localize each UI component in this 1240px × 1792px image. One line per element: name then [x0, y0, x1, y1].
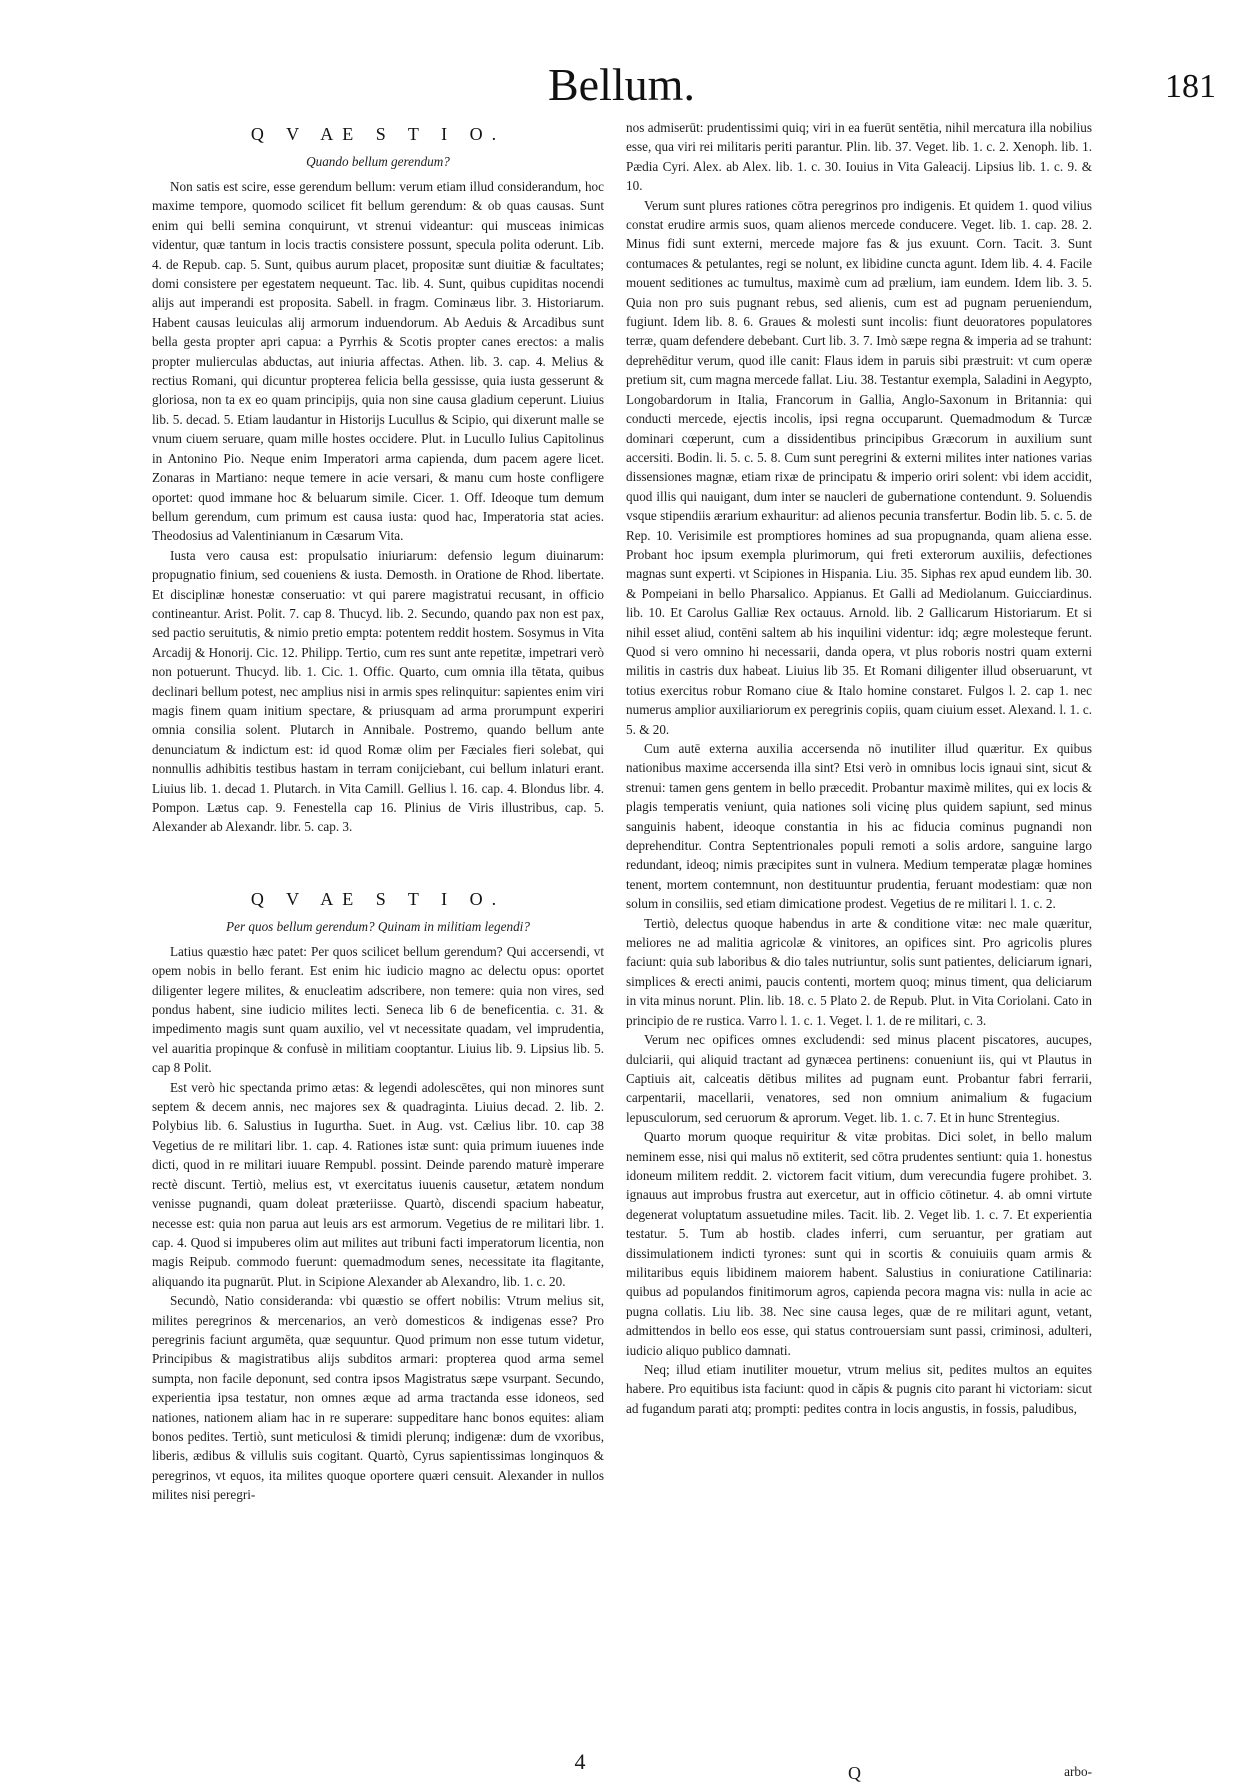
catchword-initial-wrap	[848, 1762, 1008, 1786]
catchword-initial: Q	[848, 1763, 861, 1783]
page-number: 181	[1165, 68, 1216, 105]
question-heading: Q V AE S T I O.	[250, 124, 506, 144]
running-head: Bellum.	[548, 59, 695, 110]
paragraph: nos admiserūt: prudentissimi quiq; viri in ea fuerūt sentētia, nihil mercatura illa nobilius esse, qua viri rei militaris periti parantur. Plin. lib. 37. Veget. lib. 1. c. 2. Xenoph. lib. 1. Pædia Cyri. Alex. ab Alex. lib. 1. c. 30. Iouius in Vita Galeacij. Lipsius lib. 1. c. 9. & 10.	[626, 120, 1092, 194]
paragraph: Est verò hic spectanda primo ætas: & legendi adolescētes, qui non minores sunt septem & decem annis, nec majores sex & quadraginta. Liuius decad. 2. lib. 2. Polybius lib. 6. Salustius in Iugurtha. Suet. in Aug. vst. Cælius libr. 10. cap 38 Vegetius de re militari libr. 1. cap. 4. Rationes istæ sunt: quia primum iuuenes inde dicti, quod in re militari iuuare Rempubl. possint. Deinde parendo maturè imperare rectè discunt. Tertiò, melius est, vt exercitatus iuuenis causetur, ætatem nondum venisse pugnandi, quam doleat præteriisse. Quartò, discendi spacium habeatur, necesse est: quia non parua aut leuis ars est armorum. Vegetius de re militari libr. 1. cap. 4. Quod si impuberes olim aut milites aut tribuni facti imperatorum licentia, non magis Reipub. commodo fuerunt: quemadmodum senes, necessitate ita flagitante, aliquando ita pugnarūt. Plut. in Scipione Alexander ab Alexandro, lib. 1. c. 20.	[152, 1079, 604, 1289]
signature-mark: 4	[574, 1749, 586, 1774]
section-spacer	[152, 837, 604, 883]
question-subheading: Quando bellum gerendum?	[306, 154, 450, 169]
right-column	[626, 118, 1092, 1638]
left-column	[152, 118, 604, 1638]
paragraph: Tertiò, delectus quoque habendus in arte & conditione vitæ: nec male quæritur, meliores ne ad malitia agricolæ & vinitores, an opifices sint. Pro agricolis plures faciunt: quia sub laboribus & dio tales nutriuntur, solis sunt patientes, deliciarum ignari, simplices & erecti animi, paucis contenti, mortem quoq; minus timent, qua deliciarum in vita minus norunt. Plin. lib. 18. c. 5 Plato 2. de Repub. Plut. in Vita Coriolani. Cato in principio de re rustica. Varro l. 1. c. 1. Veget. l. 1. de re militari, c. 3.	[626, 915, 1092, 1028]
paragraph: Verum nec opifices omnes excludendi: sed minus placent piscatores, aucupes, dulciarii, qui aliquid tractant ad gynæcea pertinens: conueniunt iis, qui vt Plautus in Captiuis ait, calceatis dētibus milites ad pugnam eunt. Probantur fabri ferrarii, carpentarii, macellarii, venatores, sed non omnium animalium & fugacium lepusculorum, sed ceruorum & aprorum. Veget. lib. 1. c. 7. Et in hunc Strentegius.	[626, 1032, 1092, 1125]
paragraph: Cum autē externa auxilia accersenda nō inutiliter illud quæritur. Ex quibus nationibus maxime accersenda illa sint? Etsi verò in omnibus locis ignaui sint, sicut & strenui: tamen gens gentem in bello præcedit. Probantur maximè milites, qui ex locis & plagis temperatis veniunt, quia nationes soli vicinę plus quidem sapiunt, sed minus sanguinis habent, ideoque constantia in his ac fiducia cominus pugnandi non deprehenditur. Contra Septentrionales populi remoti a solis ardore, sanguine largo redundant, ideoq; nimis præcipites sunt in vulnera. Medium temperatæ plagæ homines tenent, mortem contemnunt, non destituuntur prudentia, feruant modestiam: quæ non solum in consiliis, sed etiam dimicatione prodest. Vegetius de re militari l. 1. c. 2.	[626, 741, 1092, 912]
paragraph: Latius quæstio hæc patet: Per quos scilicet bellum gerendum? Qui accersendi, vt opem nobis in bello ferant. Est enim hic iudicio magno ac delectu opus: oportet diligenter legere milites, & enucleatim adscribere, non temere: quia non vires, sed pondus habent, sine iudicio milites lecti. Seneca lib 6 de beneficentia. c. 31. & impedimento magis sunt quam auxilio, vel vt necessitate quadam, vel imprudentia, vel auaritia propinque & confusè in militiam cooptantur. Liuius lib. 9. Lipsius lib. 5. cap 8 Polit.	[152, 943, 604, 1076]
paragraph: Neq; illud etiam inutiliter mouetur, vtrum melius sit, pedites multos an equites habere. Pro equitibus ista faciunt: quod in căpis & pugnis cito parant hi victoriam: sicut ad fugandum parati atq; prompti: pedites contra in locis angustis, in fossis, paludibus,	[626, 1362, 1092, 1416]
paragraph: Quarto morum quoque requiritur & vitæ probitas. Dici solet, in bello malum neminem esse, nisi qui malus nō extiterit, sed cōtra prudentes sentiunt: quia 1. honestus idoneum militem reddit. 2. victorem facit vitium, dum verecundia fugere prohibet. 3. ignauus aut improbus frustra aut exercetur, aut in officio cōtinetur. 4. ab omni virtute degenerat voluptatum assuetudine miles. Tacit. lib. 2. Veget lib. 1. c. 7. Et experientia testatur. 5. Tum ab hostib. clades inferri, cum seruantur, per gratiam aut dissimulationem indicti tyrones: sunt qui in scortis & conuiuiis quam armis & militaribus equis libidinem maiorem habent. Salustius in coniuratione Catilinaria: quibus ad populandos finitimorum agros, capienda pecora magna vis: nulla in acie ac pugna collatis. Liu lib. 38. Nec sine causa leges, quæ de re militari agunt, vetant, admittendos in bello eos esse, qui status controuersiam sunt passi, criminosi, adulteri, iudicio aliquo publico damnati.	[626, 1129, 1092, 1358]
catchword: arbo-	[1064, 1764, 1092, 1779]
paragraph: Iusta vero causa est: propulsatio iniuriarum: defensio legum diuinarum: propugnatio finium, sed coueniens & iusta. Demosth. in Oratione de Rhod. libertate. Et disciplinæ honestæ conseruatio: vt qui parere magistratui recusant, in officio contineantur. Arist. Polit. 7. cap 8. Thucyd. lib. 2. Secundo, quando pax non est pax, sed pactio seruitutis, & nimio pretio empta: potentem reddit hostem. Sosymus in Vita Arcadij & Honorij. Cic. 12. Philipp. Tertio, cum res sunt ante repetitæ, impetrari verò non potuerunt. Thucyd. lib. 1. Cic. 1. Offic. Quarto, cum omnia illa tētata, quibus declinari bellum potest, nec amplius nisi in armis spes relinquitur: sapientes enim viri magis finem quam initium spectare, & priusquam ad arma prorumpunt experiri omnia consilia solent. Plutarch in Annibale. Postremo, quando bellum ante denunciatum & indictum est: id quod Romæ olim per Fæciales fieri solebat, qui nonnullis adhibitis testibus hastam in terram conijciebant, cui bellum inlaturi erant. Liuius lib. 1. decad 1. Plutarch. in Vita Camill. Gellius l. 16. cap. 4. Blondus libr. 4. Pompon. Lætus cap. 9. Fenestella cap 16. Plinius de Viris illustribus, cap. 5. Alexander ab Alexandr. libr. 5. cap. 3.	[152, 547, 604, 835]
paragraph: Secundò, Natio consideranda: vbi quæstio se offert nobilis: Vtrum melius sit, milites peregrinos & mercenarios, an verò domesticos & indigenas esse? Pro peregrinis faciunt argumēta, quæ sequuntur. Quod primum non esse tutum videtur, Principibus & magistratibus alijs subditos armari: propterea quod arma semel sumpta, non facile deponunt, sed contra ipsos Magistratus sæpe vsurpant. Secundo, experientia ipsa testatur, non omnes æque ad arma tractanda esse idoneos, sed nationes, nationem aliam hac in re superare: suppeditare hanc bonos equites: aliam bonos pedites. Tertiò, sunt meticulosi & timidi plerunq; indigenæ: dum de vxoribus, liberis, ædibus & villulis suis cogitant. Quartò, Cyrus sapientissimas longinquos & peregrinos, vt equos, ita milites quoque oportere quæri censuit. Alexander in nullos milites nisi peregri-	[152, 1293, 604, 1503]
question-subheading: Per quos bellum gerendum? Quinam in militiam legendi?	[226, 918, 530, 934]
question-heading: Q V AE S T I O.	[250, 888, 506, 909]
paragraph: Verum sunt plures rationes cōtra peregrinos pro indigenis. Et quidem 1. quod vilius constat erudire armis suos, quam alienos mercede conducere. Veget. lib. 1. cap. 28. 2. Minus fidi sunt externi, mercede majore fas & jus exuunt. Corn. Tacit. 3. Sunt contumaces & petulantes, regi se nolunt, ex libidine cuncta agunt. Idem lib. 4. 4. Facile mouent seditiones ac tumultus, maximè cum ad prælium, iam eundem. Idem lib. 3. 5. Quia non pro suis pugnant rebus, sed alienis, cum est ad pugnam perueniendum, fugiunt. Idem lib. 8. 6. Graues & molesti sunt incolis: fiunt deuoratores populatores terræ, quam defendere debebant. Curt lib. 3. 7. Imò sæpe regna & imperia ad se trahunt: deprehēditur verum, quod ille canit: Flaus idem in paruis sibi præstruit: vt cum operæ pretium sit, cum magna mercede fallat. Liu. 38. Testantur exempla, Saladini in Aegypto, Longobardorum in Italia, Francorum in Gallia, Anglo-Saxonum in Britannia: qui conducti mercede, ejectis incolis, ipsi regna occuparunt. Quemadmodum & Turcæ dominari cœperunt, cum a dissidentibus principibus Græcorum in auxilium sunt accersiti. Bodin. li. 5. c. 5. 8. Cum sunt peregrini & externi milites inter nationes varias dissensiones magnæ, etiam rixæ de principatu & imperio oriri solent: vbi idem accidit, quod illis qui nauigant, dum inter se naucleri de gubernatione contendunt. 9. Soluendis vsque stipendiis ærarium exhauritur: ad alienos pecunia transfertur. Bodin lib. 5. c. 5. de Rep. 10. Verisimile est promptiores homines ad sua propugnanda, quam aliena esse. Probant hoc ipsum exempla plurimorum, qui freti exterorum auxiliis, defectiones magnas sunt experti. vt Scipiones in Hispania. Liu. 35. Siphas rex apud eundem lib. 30. & Pompeiani in bello Pharsalico. Appianus. Et Galli ad Mediolanum. Guicciardinus. lib. 10. Et Carolus Galliæ Rex octauus. Arnold. lib. 2 Gallicarum Historiarum. Et si nihil esset aliud, contēni saltem ab his inquilini videntur: idq; ægre molesteque ferunt. Quod si vero omnino hi necessarii, danda opera, vt plus roboris nostri quam externi militis in castris dux habeat. Liuius lib 35. Et Romani diligenter illud obseruarunt, vt totius exercitus robur Romano ciue & Italo homine constaret. Fulgos l. 2. cap 1. nec numerus amplior auxiliariorum ex peregrinis copiis, quam ciuium esset. Alexand. l. 1. c. 5. & 20.	[626, 197, 1092, 737]
paragraph: Non satis est scire, esse gerendum bellum: verum etiam illud considerandum, hoc maxime tempore, quomodo scilicet fit bellum gerendum: & ob quas causas. Sunt enim qui belli semina conquirunt, vt strenui videantur: qui musceas inimicas videntur, quæ tantum in locis tractis consistere possunt, specula polita oderunt. Lib. 4. de Repub. cap. 5. Sunt, quibus aurum placet, propositæ sunt diuitiæ & facultates; domi consistere per egestatem nequeunt. Tac. lib. 4. Sunt, quibus cupiditas nocendi alijs aut imperandi est proposita. Sabell. in fragm. Cominæus libr. 3. Historiarum. Habent causas leuiculas alij armorum induendorum. Ab Aeduis & Arcadibus sunt bella gesta propter apri capua: a Pyrrhis & Scotis propter canes erectos: a malis propter mulierculas abductas, aut iniuria affectas. Athen. lib. 3. cap. 4. Melius & rectius Romani, qui dicuntur propterea felicia bella gessisse, quia iusta gesserunt & gloriosa, non ta ex eo quam principijs, quia non sine causa gladium ceperunt. Liuius lib. 5. decad. 5. Etiam laudantur in Historijs Lucullus & Scipio, qui dixerunt malle se vnum ciuem seruare, quam mille hostes occidere. Plut. in Lucullo Iulius Capitolinus in Antonino Pio. Neque enim Imperatori arma capienda, dum pacem agere licet. Zonaras in Martiano: neque temere in acie versari, & manu cum hoste confligere oportet: quod immane hoc & beluarum simile. Cicer. 1. Off. Ideoque tum demum bellum gerendum, cum primum est causa iusta: quod hac, Imperatoria stat acies. Theodosius ad Valentinianum in Cæsarum Vita.	[152, 179, 604, 544]
